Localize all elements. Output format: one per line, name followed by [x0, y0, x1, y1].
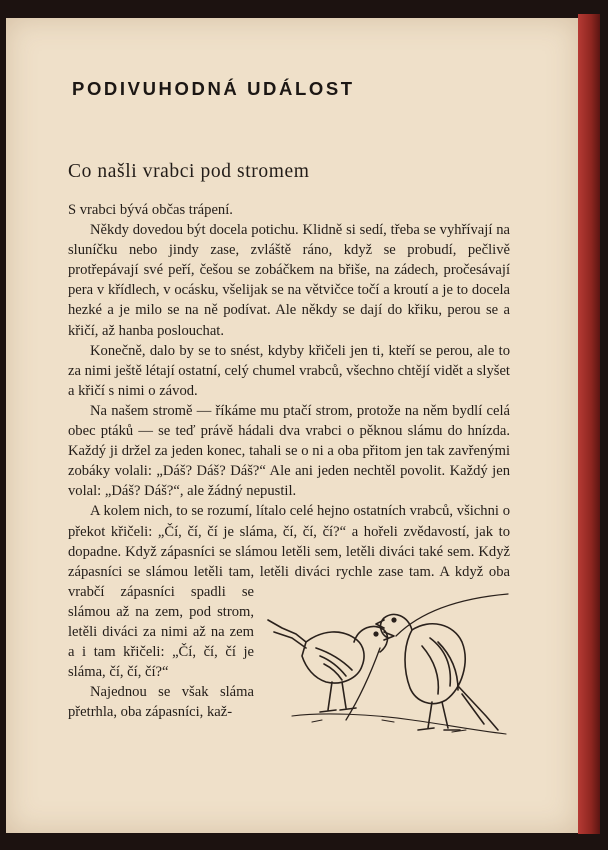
- paragraph-text: A kolem nich, to se rozumí, lítalo celé hejno ostatních vrabců, všichni o překot křičeli: „Čí, čí, čí je sláma, čí, čí, čí?“ a hořeli zvědavostí, jak to dopadne. Když zápasníci se slámou letěli sem, letěli diváci také sem. Když zápasníci se slámou letěli tam, letěli diváci rychle zase tam. A když oba vrabčí zápasníci spadli se slámou až na zem, pod strom, letěli diváci za nimi až na zem a i tam křičeli: „Čí, čí, čí je sláma, čí, čí, čí?“: [68, 503, 510, 680]
- left-sparrow-tail-2: [274, 632, 306, 648]
- paragraph: [68, 501, 510, 682]
- paragraph: Někdy dovedou být docela potichu. Klidně si sedí, třeba se vyhřívají na sluníčku nebo jindy zase, zvláště ráno, když se probudí, pečlivě protřepávají své peří, češou se zobáčkem na břiše, na zádech, pročesávají pera v křídlech, v ocásku, všelijak se na větvičce točí a kroutí a je to docela hezké a je milo se na ně podívat. Ale někdy se dají do křiku, perou se a křičí, až hanba poslouchat.: [68, 222, 510, 339]
- ground: [292, 714, 506, 734]
- paragraph: Konečně, dalo by se to snést, kdyby křičeli jen ti, kteří se perou, ale to za nimi ještě létají ostatní, celý chumel vrabců, všechno chtějí vidět a slyšet a křičí s nimi o závod.: [68, 342, 510, 399]
- right-sparrow-wing: [422, 638, 458, 694]
- book-spine-edge: [578, 14, 600, 834]
- paragraph: Na našem stromě — říkáme mu ptačí strom, protože na něm bydlí celá obec ptáků — se teď právě hádali dva vrabci o pěknou slámu do hnízda. Každý ji držel za jeden konec, tahali se o ni a oba přitom jen tak zavřenými zobáky volali: „Dáš? Dáš? Dáš?“ Ale ani jeden nechtěl povolit. Každý jen volal: „Dáš? Dáš?“, ale žádný nepustil.: [68, 402, 510, 500]
- left-sparrow-eye: [374, 632, 378, 636]
- sparrows-illustration: [262, 590, 512, 750]
- right-sparrow-body: [405, 624, 465, 704]
- right-sparrow-tail: [458, 686, 498, 730]
- left-sparrow-wing: [316, 648, 352, 680]
- left-sparrow-legs: [320, 682, 356, 712]
- section-title: Co našli vrabci pod stromem: [68, 161, 310, 182]
- sparrows-drawing: [262, 590, 512, 750]
- left-sparrow-head: [354, 626, 387, 652]
- book-page: [6, 18, 578, 833]
- paragraph: Najednou se však sláma přetrhla, oba zápasníci, kaž-: [68, 684, 254, 721]
- left-sparrow-tail: [268, 620, 306, 642]
- right-sparrow-legs: [418, 702, 460, 730]
- body-text: [68, 200, 510, 752]
- right-sparrow-eye: [392, 618, 396, 622]
- straw: [346, 594, 508, 720]
- paragraph: S vrabci bývá občas trápení.: [68, 202, 233, 218]
- chapter-title: PODIVUHODNÁ UDÁLOST: [72, 78, 355, 99]
